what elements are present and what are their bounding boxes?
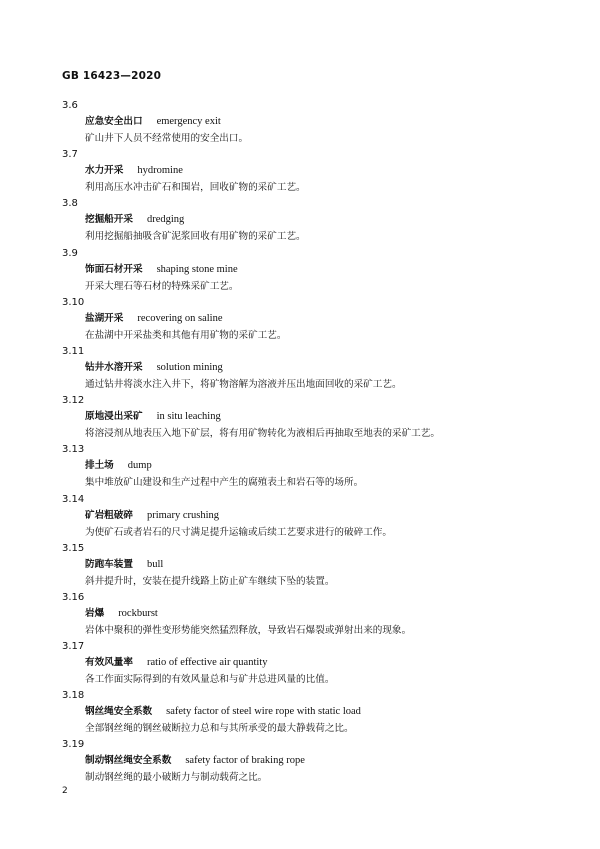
term-number: 3.14 bbox=[62, 493, 85, 505]
term-number: 3.7 bbox=[62, 149, 78, 161]
terms-list bbox=[62, 99, 542, 788]
term-title bbox=[85, 607, 158, 621]
term-english-name: primary crushing bbox=[146, 509, 219, 521]
term-definition: 集中堆放矿山建设和生产过程中产生的腐殖表土和岩石等的场所。 bbox=[85, 477, 364, 489]
term-entry bbox=[62, 493, 542, 542]
term-chinese-name: 应急安全出口 bbox=[85, 116, 143, 127]
term-chinese-name: 矿岩粗破碎 bbox=[85, 509, 133, 521]
term-number: 3.18 bbox=[62, 690, 85, 702]
term-chinese-name: 有效风量率 bbox=[85, 657, 133, 669]
term-number: 3.9 bbox=[62, 247, 78, 259]
term-definition: 在盐湖中开采盐类和其他有用矿物的采矿工艺。 bbox=[85, 329, 287, 341]
term-title bbox=[85, 754, 305, 768]
term-entry bbox=[62, 542, 542, 591]
term-title bbox=[85, 509, 219, 523]
term-entry bbox=[62, 591, 542, 640]
term-number: 3.19 bbox=[62, 739, 85, 751]
term-chinese-name: 防跑车装置 bbox=[85, 558, 133, 570]
term-definition: 斜井提升时，安装在提升线路上防止矿车继续下坠的装置。 bbox=[85, 575, 335, 587]
term-number: 3.10 bbox=[62, 296, 85, 308]
term-number: 3.12 bbox=[62, 395, 85, 407]
term-number: 3.16 bbox=[62, 591, 85, 603]
term-english-name: recovering on saline bbox=[137, 312, 223, 324]
term-definition: 为使矿石或者岩石的尺寸满足提升运输或后续工艺要求进行的破碎工作。 bbox=[85, 526, 392, 538]
term-title bbox=[85, 656, 267, 670]
term-title bbox=[85, 410, 221, 424]
term-english-name: safety factor of braking rope bbox=[185, 755, 305, 767]
term-title bbox=[85, 312, 223, 326]
term-number: 3.15 bbox=[62, 542, 85, 554]
term-english-name: emergency exit bbox=[156, 116, 221, 127]
term-title bbox=[85, 164, 183, 178]
term-entry bbox=[62, 296, 542, 345]
term-entry bbox=[62, 148, 542, 197]
term-english-name: bull bbox=[146, 558, 164, 570]
term-definition: 制动钢丝绳的最小破断力与制动载荷之比。 bbox=[85, 772, 268, 784]
term-entry bbox=[62, 689, 542, 738]
term-title bbox=[85, 705, 361, 719]
term-number: 3.11 bbox=[62, 345, 85, 357]
term-number: 3.8 bbox=[62, 198, 78, 210]
term-chinese-name: 盐湖开采 bbox=[85, 312, 124, 324]
page-number: 2 bbox=[62, 786, 68, 796]
term-entry bbox=[62, 247, 542, 296]
term-definition: 各工作面实际得到的有效风量总和与矿井总进风量的比值。 bbox=[85, 674, 335, 686]
term-english-name: shaping stone mine bbox=[156, 263, 238, 275]
term-definition: 开采大理石等石材的特殊采矿工艺。 bbox=[85, 280, 239, 292]
term-definition: 将溶浸剂从地表压入地下矿层，将有用矿物转化为液相后再抽取至地表的采矿工艺。 bbox=[85, 428, 440, 440]
term-chinese-name: 水力开采 bbox=[85, 165, 124, 177]
term-entry bbox=[62, 443, 542, 492]
term-definition: 全部钢丝绳的钢丝破断拉力总和与其所承受的最大静载荷之比。 bbox=[85, 723, 354, 735]
term-chinese-name: 钻井水溶开采 bbox=[85, 361, 143, 373]
term-entry bbox=[62, 738, 542, 787]
term-title bbox=[85, 213, 184, 227]
term-english-name: ratio of effective air quantity bbox=[146, 657, 268, 669]
term-number: 3.13 bbox=[62, 444, 85, 456]
term-definition: 利用高压水冲击矿石和围岩，回收矿物的采矿工艺。 bbox=[85, 182, 306, 194]
term-definition: 利用挖掘船抽吸含矿泥浆回收有用矿物的采矿工艺。 bbox=[85, 231, 306, 243]
term-english-name: in situ leaching bbox=[156, 411, 221, 423]
term-definition: 矿山井下人员不经常使用的安全出口。 bbox=[85, 133, 249, 144]
term-entry bbox=[62, 345, 542, 394]
term-definition: 通过钻井将淡水注入井下，将矿物溶解为溶液并压出地面回收的采矿工艺。 bbox=[85, 378, 402, 390]
term-chinese-name: 饰面石材开采 bbox=[85, 263, 143, 275]
term-title bbox=[85, 558, 163, 572]
term-chinese-name: 岩爆 bbox=[85, 607, 105, 619]
term-english-name: safety factor of steel wire rope with static load bbox=[166, 706, 361, 718]
term-number: 3.17 bbox=[62, 641, 85, 653]
term-title bbox=[85, 361, 223, 375]
term-title bbox=[85, 459, 152, 473]
term-title bbox=[85, 263, 238, 277]
term-chinese-name: 制动钢丝绳安全系数 bbox=[85, 755, 172, 767]
term-definition: 岩体中聚积的弹性变形势能突然猛烈释放，导致岩石爆裂或弹射出来的现象。 bbox=[85, 624, 412, 636]
term-english-name: rockburst bbox=[118, 607, 158, 619]
term-chinese-name: 原地浸出采矿 bbox=[85, 411, 143, 423]
term-entry bbox=[62, 197, 542, 246]
term-english-name: hydromine bbox=[137, 165, 183, 177]
term-chinese-name: 钢丝绳安全系数 bbox=[85, 706, 153, 718]
term-chinese-name: 挖掘船开采 bbox=[85, 214, 133, 226]
term-entry bbox=[62, 99, 542, 148]
term-chinese-name: 排土场 bbox=[85, 460, 114, 472]
term-english-name: solution mining bbox=[156, 361, 223, 373]
term-title bbox=[85, 115, 221, 129]
term-entry bbox=[62, 640, 542, 689]
term-english-name: dump bbox=[127, 460, 152, 472]
term-number: 3.6 bbox=[62, 100, 78, 111]
document-header: GB 16423—2020 bbox=[62, 70, 162, 82]
term-english-name: dredging bbox=[146, 214, 185, 226]
term-entry bbox=[62, 394, 542, 443]
